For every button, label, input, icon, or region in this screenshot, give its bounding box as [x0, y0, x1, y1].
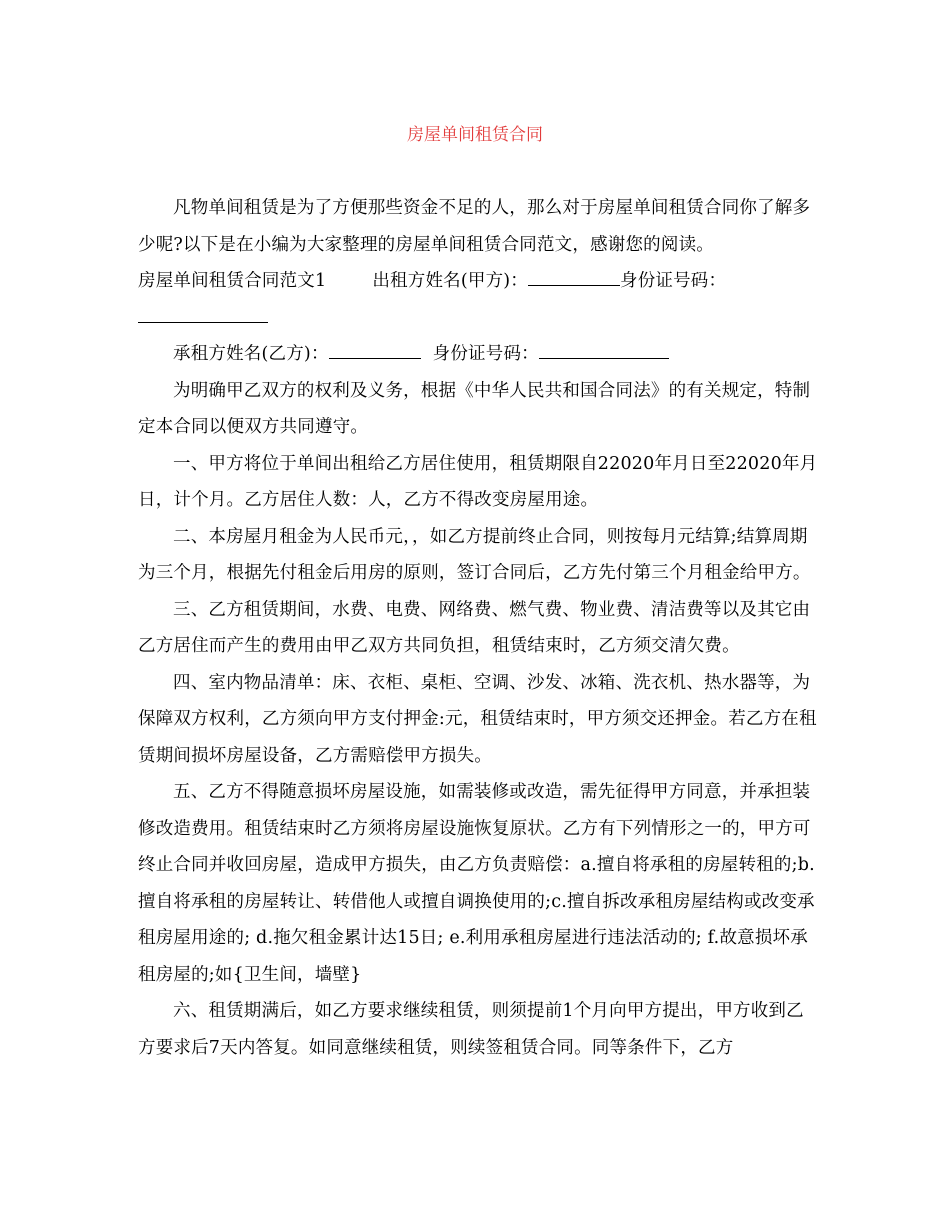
document-body	[138, 190, 818, 1066]
party-b-line	[138, 336, 818, 373]
clause-2-paragraph: 二、本房屋月租金为人民币元，，如乙方提前终止合同，则按每月元结算;结算周期为三个月，根据先付租金后用房的原则，签订合同后，乙方先付第三个月租金给甲方。	[138, 526, 811, 583]
clause-1-paragraph: 一、甲方将位于单间出租给乙方居住使用，租赁期限自22020年月日至22020年月日，计个月。乙方居住人数：人，乙方不得改变房屋用途。	[138, 453, 818, 510]
lessor-id-label: 身份证号码：	[620, 271, 727, 291]
lessor-id-blank	[138, 304, 268, 323]
party-a-line	[138, 263, 818, 300]
sample-label: 房屋单间租赁合同范文1	[138, 271, 327, 291]
clause-5-paragraph: 五、乙方不得随意损坏房屋设施，如需装修或改造，需先征得甲方同意，并承担装修改造费用。租赁结束时乙方须将房屋设施恢复原状。乙方有下列情形之一的，甲方可终止合同并收回房屋，造成甲方损失，由乙方负责赔偿：a.擅自将承租的房屋转租的;b.擅自将承租的房屋转让、转借他人或擅自调换使用的;c.擅自拆改承租房屋结构或改变承租房屋用途的; d.拖欠租金累计达15日; e.利用承租房屋进行违法活动的; f.故意损坏承租房屋的;如{卫生间，墙壁}	[138, 782, 815, 985]
lessee-name-label: 承租方姓名(乙方)：	[173, 344, 329, 364]
party-a-id-line	[138, 300, 818, 337]
purpose-paragraph: 为明确甲乙双方的权利及义务，根据《中华人民共和国合同法》的有关规定，特制定本合同以便双方共同遵守。	[138, 380, 811, 437]
lessee-id-blank	[539, 340, 669, 359]
intro-paragraph: 凡物单间租赁是为了方便那些资金不足的人，那么对于房屋单间租赁合同你了解多少呢?以下是在小编为大家整理的房屋单间租赁合同范文，感谢您的阅读。	[138, 198, 811, 255]
lessor-name-label: 出租方姓名(甲方)：	[372, 271, 528, 291]
clause-3-paragraph: 三、乙方租赁期间，水费、电费、网络费、燃气费、物业费、清洁费等以及其它由乙方居住而产生的费用由甲乙双方共同负担，租赁结束时，乙方须交清欠费。	[138, 599, 811, 656]
clause-4-paragraph: 四、室内物品清单：床、衣柜、桌柜、空调、沙发、冰箱、洗衣机、热水器等，为保障双方权利，乙方须向甲方支付押金:元，租赁结束时，甲方须交还押金。若乙方在租赁期间损坏房屋设备，乙方需赔偿甲方损失。	[138, 672, 817, 766]
lessee-id-label: 身份证号码：	[432, 344, 539, 364]
clause-6-paragraph: 六、租赁期满后，如乙方要求继续租赁，则须提前1个月向甲方提出，甲方收到乙方要求后7天内答复。如同意继续租赁，则续签租赁合同。同等条件下，乙方	[138, 1001, 804, 1058]
lessee-name-blank	[329, 340, 421, 359]
lessor-name-blank	[528, 267, 620, 286]
document-title: 房屋单间租赁合同	[407, 125, 543, 145]
